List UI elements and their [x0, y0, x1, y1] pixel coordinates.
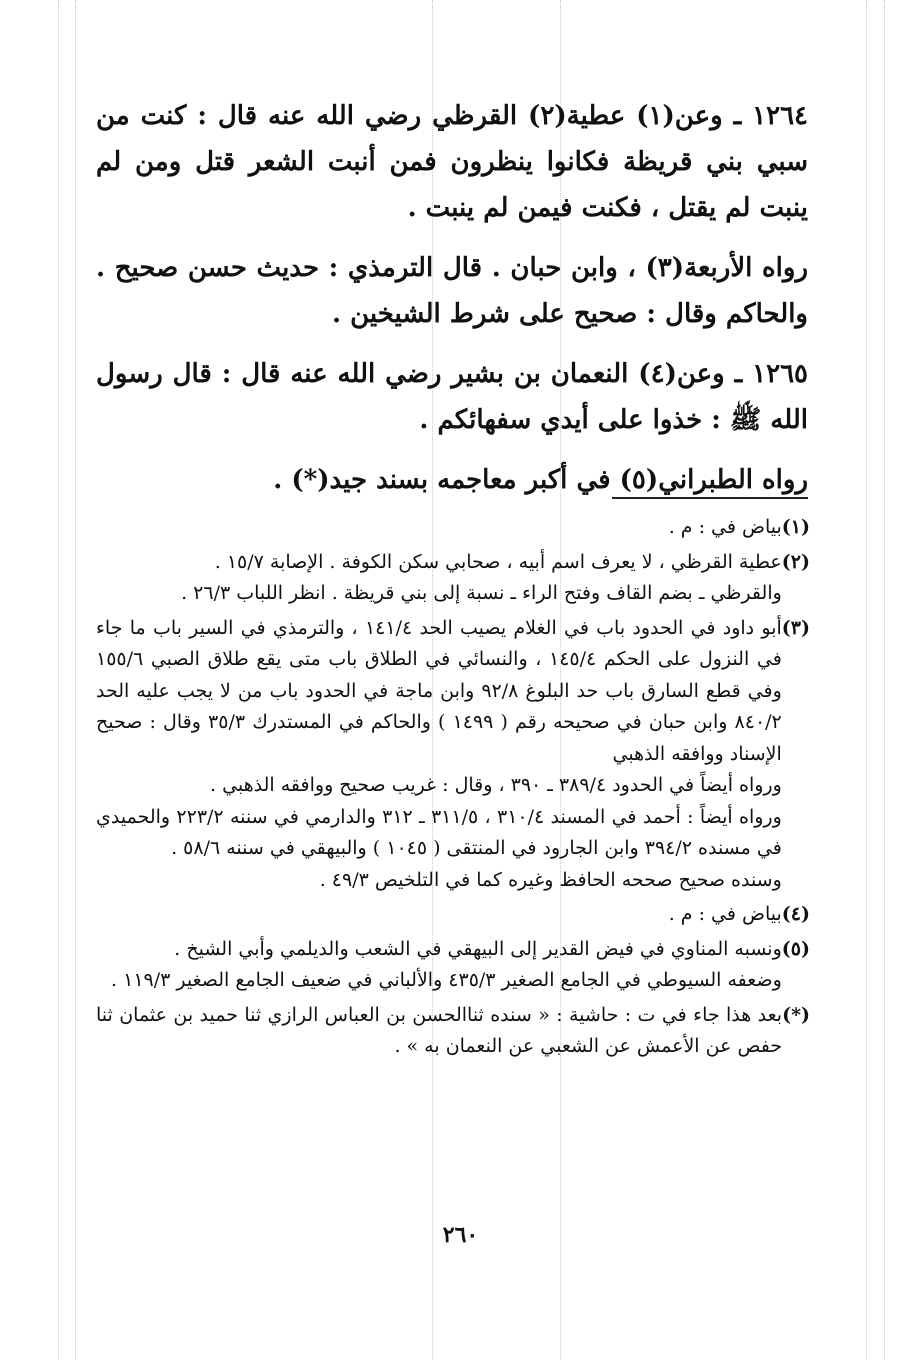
scan-artifact-line: [75, 0, 76, 1360]
hadith-1264-text: ١٢٦٤ ـ وعن(١) عطية(٢) القرظي رضي الله عنه قال : كنت من سبي بني قريظة فكانوا ينظرون فمن أنبت الشعر قتل ومن لم ينبت لم يقتل ، فكنت فيمن لم ينبت .: [96, 101, 808, 223]
footnote-line: ونسبه المناوي في فيض القدير إلى البيهقي في الشعب والديلمي وأبي الشيخ .: [174, 937, 782, 960]
footnote-divider: [612, 497, 808, 499]
hadith-1265-text: ١٢٦٥ ـ وعن(٤) النعمان بن بشير رضي الله عنه قال : قال رسول الله ﷺ : خذوا على أيدي سفهائكم .: [96, 359, 809, 435]
scan-artifact-line: [866, 0, 867, 1360]
hadith-1265-source: رواه الطبراني(٥) في أكبر معاجمه بسند جيد(*) .: [273, 465, 808, 495]
main-text: [96, 93, 808, 503]
footnote-line: ورواه أيضاً في الحدود ٣٨٩/٤ ـ ٣٩٠ ، وقال : غريب صحيح ووافقه الذهبي .: [209, 774, 782, 796]
footnote-line: والقرظي ـ بضم القاف وفتح الراء ـ نسبة إلى بني قريظة . انظر اللباب ٢٦/٣ .: [181, 582, 782, 604]
footnote-5: [96, 934, 810, 997]
footnote-2: [96, 547, 810, 610]
footnote-number: (٤): [781, 903, 810, 925]
footnote-line: وضعفه السيوطي في الجامع الصغير ٤٣٥/٣ والألباني في ضعيف الجامع الصغير ١١٩/٣ .: [111, 969, 782, 991]
footnote-number: (*): [782, 1003, 810, 1026]
footnote-number: (٥): [781, 937, 810, 960]
footnote-number: (١): [781, 516, 810, 538]
footnote-line: أبو داود في الحدود باب في الغلام يصيب الحد ١٤١/٤ ، والترمذي في السير باب ما جاء في النزول على الحكم ١٤٥/٤ ، والنسائي في الطلاق باب متى يقع طلاق الصبي ١٥٥/٦ وفي قطع السارق باب حد البلوغ ٩٢/٨ وابن ماجة في الحدود باب من لا يجب عليه الحد ٨٤٠/٢ وابن حبان في صحيحه رقم ( ١٤٩٩ ) والحاكم في المستدرك ٣٥/٣ وقال : صحيح الإسناد ووافقه الذهبي: [96, 616, 782, 765]
footnote-number: (٢): [781, 550, 810, 573]
footnote-3: [96, 613, 810, 897]
footnote-line: بياض في : م .: [668, 903, 782, 925]
footnote-4: [96, 899, 810, 931]
footnote-line: عطية القرظي ، لا يعرف اسم أبيه ، صحابي سكن الكوفة . الإصابة ١٥/٧ .: [214, 550, 782, 573]
page-number: ٢٦٠: [442, 1222, 479, 1248]
scan-artifact-line: [58, 0, 59, 1360]
hadith-1264-source: رواه الأربعة(٣) ، وابن حبان . قال الترمذي : حديث حسن صحيح . والحاكم وقال : صحيح على شرط الشيخين .: [96, 253, 808, 329]
footnote-1: [96, 512, 810, 544]
footnote-line: بعد هذا جاء في ت : حاشية : « سنده ثناالحسن بن العباس الرازي ثنا حميد بن عثمان ثنا حفص عن الأعمش عن الشعبي عن النعمان به » .: [96, 1003, 783, 1057]
footnote-number: (٣): [781, 616, 810, 639]
footnote-star: [96, 1000, 810, 1063]
footnotes: [96, 512, 810, 1066]
footnote-line: ورواه أيضاً : أحمد في المسند ٣١٠/٤ ، ٣١١/٥ ـ ٣١٢ والدارمي في سننه ٢٢٣/٢ والحميدي في مسنده ٣٩٤/٢ وابن الجارود في المنتقى ( ١٠٤٥ ) والبيهقي في سننه ٥٨/٦ .: [96, 805, 782, 859]
footnote-line: بياض في : م .: [668, 516, 782, 538]
footnote-line: وسنده صحيح صححه الحافظ وغيره كما في التلخيص ٤٩/٣ .: [319, 868, 782, 891]
scan-artifact-line: [884, 0, 885, 1360]
